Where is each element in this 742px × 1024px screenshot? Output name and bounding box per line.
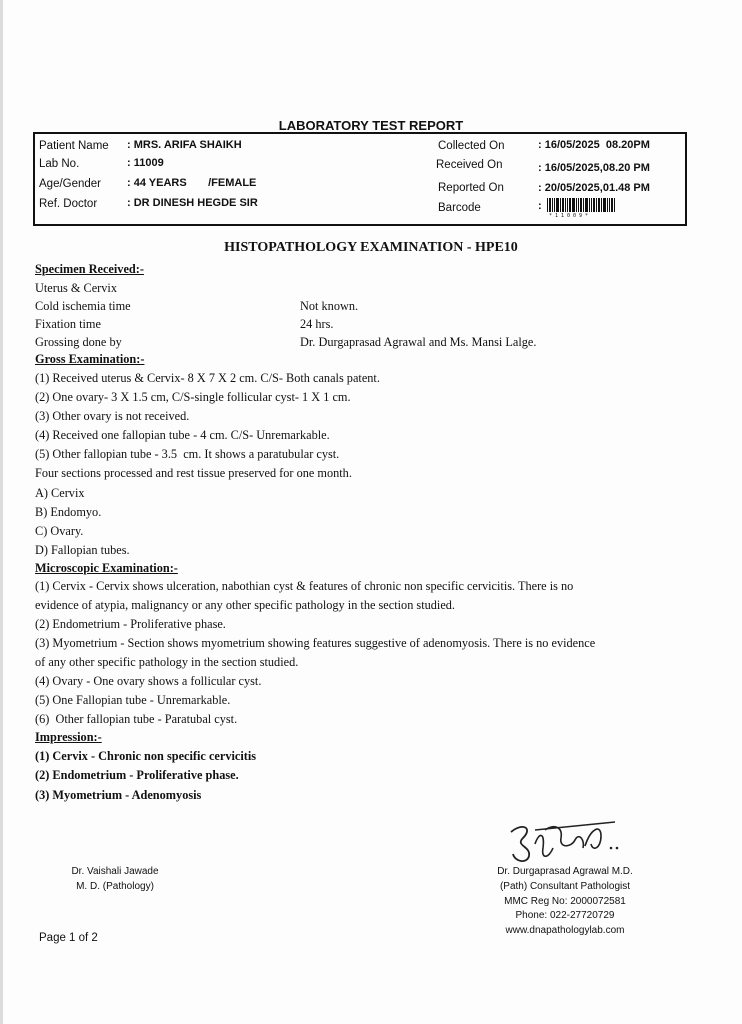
specimen-type: Uterus & Cervix	[35, 281, 117, 295]
age-gender-value: : 44 YEARS /FEMALE	[127, 177, 257, 189]
barcode-bar	[554, 198, 555, 212]
gross-line: (4) Received one fallopian tube - 4 cm. C/S- Unremarkable.	[35, 428, 330, 442]
specimen-row-label: Fixation time	[35, 317, 101, 331]
barcode-bar	[576, 198, 577, 212]
gross-line: Four sections processed and rest tissue preserved for one month.	[35, 466, 352, 480]
barcode-bar	[578, 198, 579, 212]
microscopic-line: evidence of atypia, malignancy or any other specific pathology in the section studied.	[35, 598, 456, 612]
barcode-bar	[591, 198, 592, 212]
microscopic-line: (3) Myometrium - Section shows myometrium showing features suggestive of adenomyosis. There is no evidence	[35, 636, 596, 650]
barcode-bar	[601, 198, 602, 212]
gross-line: (2) One ovary- 3 X 1.5 cm, C/S-single follicular cyst- 1 X 1 cm.	[35, 390, 351, 404]
gross-line: (5) Other fallopian tube - 3.5 cm. It shows a paratubular cyst.	[35, 447, 340, 461]
gross-line: C) Ovary.	[35, 524, 84, 538]
specimen-row-value: Not known.	[300, 299, 359, 313]
barcode-number: *11009*	[549, 213, 592, 219]
barcode-bar	[589, 198, 590, 212]
received-on-label: Received On	[436, 159, 503, 171]
barcode-label: Barcode	[438, 202, 481, 214]
barcode-bar	[596, 198, 597, 212]
barcode-bar	[580, 198, 582, 212]
barcode-bar	[569, 198, 571, 212]
microscopic-line: (1) Cervix - Cervix shows ulceration, nabothian cyst & features of chronic non specific cervicitis. There is no	[35, 579, 574, 593]
gross-line: B) Endomyo.	[35, 505, 102, 519]
right-signatory-title: (Path) Consultant Pathologist	[499, 881, 631, 892]
gross-heading: Gross Examination:-	[35, 352, 145, 366]
age-gender-label: Age/Gender	[39, 178, 102, 190]
specimen-row-label: Grossing done by	[35, 335, 122, 349]
gross-line: (1) Received uterus & Cervix- 8 X 7 X 2 cm. C/S- Both canals patent.	[35, 371, 380, 385]
report-title: LABORATORY TEST REPORT	[278, 118, 464, 133]
barcode-bar	[609, 198, 610, 212]
collected-on-value: : 16/05/2025 08.20PM	[538, 139, 650, 151]
right-signatory-website: www.dnapathologylab.com	[505, 925, 625, 936]
right-signatory-phone: Phone: 022-27720729	[515, 910, 615, 921]
lab-no-value: : 11009	[127, 157, 164, 169]
barcode-prefix: :	[538, 200, 542, 212]
right-signatory-reg: MMC Reg No: 2000072581	[504, 896, 626, 907]
page-edge-shadow	[0, 0, 3, 1024]
microscopic-line: of any other specific pathology in the section studied.	[35, 655, 299, 669]
barcode-bar	[583, 198, 584, 212]
barcode-bar	[560, 198, 561, 212]
right-signatory-name: Dr. Durgaprasad Agrawal M.D.	[497, 866, 633, 877]
reported-on-value: : 20/05/2025,01.48 PM	[538, 182, 650, 194]
ref-doctor-value: : DR DINESH HEGDE SIR	[127, 197, 258, 209]
barcode-bar	[572, 198, 575, 212]
microscopic-line: (4) Ovary - One ovary shows a follicular cyst.	[35, 674, 262, 688]
barcode-bar	[593, 198, 595, 212]
barcode-bar	[556, 198, 559, 212]
barcode-bar	[614, 198, 615, 212]
patient-name-label: Patient Name	[39, 140, 109, 152]
specimen-row-label: Cold ischemia time	[35, 299, 131, 313]
specimen-row-value: Dr. Durgaprasad Agrawal and Ms. Mansi Lalge.	[300, 335, 537, 349]
barcode-bar	[547, 198, 548, 212]
barcode-bar	[552, 198, 553, 212]
patient-name-value: : MRS. ARIFA SHAIKH	[127, 139, 242, 151]
page-number: Page 1 of 2	[39, 932, 98, 944]
ref-doctor-label: Ref. Doctor	[39, 198, 98, 210]
impression-heading: Impression:-	[35, 730, 102, 744]
barcode-bar	[611, 198, 613, 212]
impression-line: (3) Myometrium - Adenomyosis	[35, 788, 202, 802]
gross-line: D) Fallopian tubes.	[35, 543, 130, 557]
reported-on-label: Reported On	[438, 182, 504, 194]
collected-on-label: Collected On	[438, 140, 505, 152]
impression-line: (2) Endometrium - Proliferative phase.	[35, 768, 239, 782]
exam-title: HISTOPATHOLOGY EXAMINATION - HPE10	[224, 240, 518, 255]
specimen-heading: Specimen Received:-	[35, 262, 144, 276]
barcode-bar	[562, 198, 564, 212]
barcode-bar	[585, 198, 588, 212]
specimen-row-value: 24 hrs.	[300, 317, 334, 331]
microscopic-line: (2) Endometrium - Proliferative phase.	[35, 617, 226, 631]
left-signatory-degree: M. D. (Pathology)	[76, 881, 154, 892]
barcode-bar	[607, 198, 608, 212]
barcode-bar	[603, 198, 606, 212]
impression-line: (1) Cervix - Chronic non specific cervicitis	[35, 749, 257, 763]
left-signatory-name: Dr. Vaishali Jawade	[71, 866, 159, 877]
pathologist-signature	[505, 818, 635, 873]
microscopic-line: (5) One Fallopian tube - Unremarkable.	[35, 693, 231, 707]
barcode-bar	[567, 198, 568, 212]
barcode-image	[547, 198, 617, 212]
barcode-bar	[565, 198, 566, 212]
barcode-bar	[598, 198, 600, 212]
microscopic-line: (6) Other fallopian tube - Paratubal cyst.	[35, 712, 238, 726]
barcode-bar	[549, 198, 551, 212]
gross-line: A) Cervix	[35, 486, 85, 500]
received-on-value: : 16/05/2025,08.20 PM	[538, 162, 650, 174]
microscopic-heading: Microscopic Examination:-	[35, 561, 178, 575]
lab-no-label: Lab No.	[39, 158, 80, 170]
gross-line: (3) Other ovary is not received.	[35, 409, 190, 423]
